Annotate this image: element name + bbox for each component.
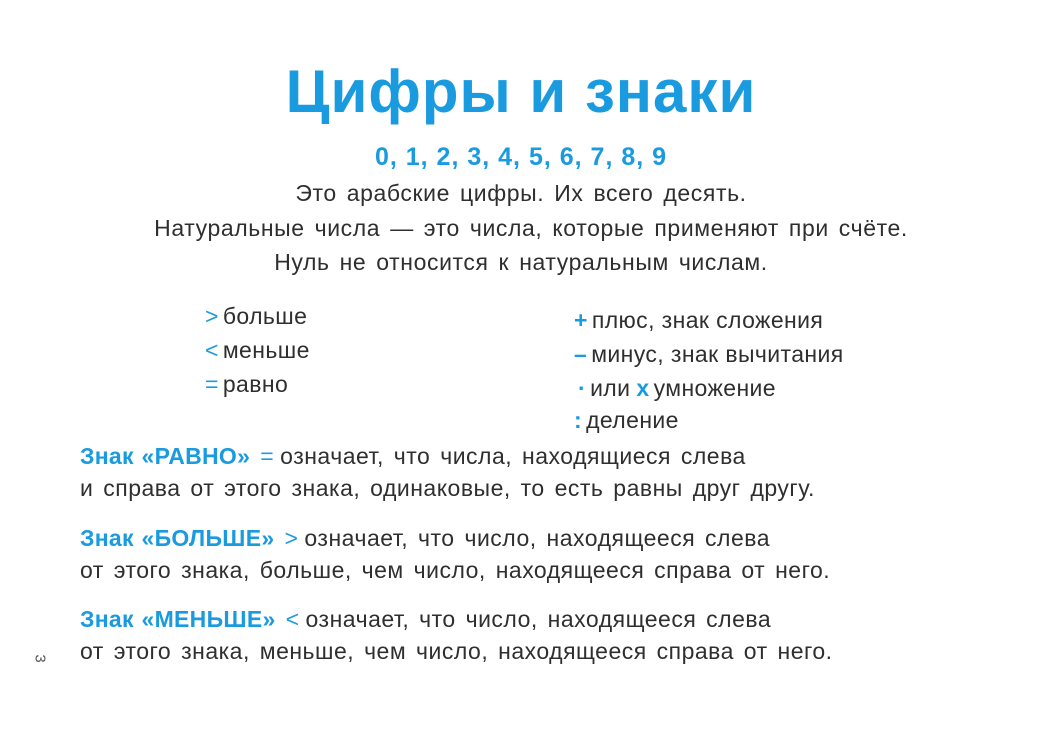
sign-label: меньше: [222, 337, 310, 363]
sign-label: больше: [222, 303, 308, 329]
sign-minus: [574, 341, 844, 368]
sign-less: [205, 337, 310, 364]
sign-plus: [574, 307, 823, 334]
sign-greater: [205, 303, 307, 330]
greater-than-symbol: >: [205, 303, 219, 329]
definition-text: означает, что числа, находящиеся слева: [280, 443, 746, 469]
page-number: 3: [31, 654, 49, 663]
definition-line-2: от этого знака, меньше, чем число, находящееся справа от него.: [80, 638, 833, 664]
definition-line-2: и справа от этого знака, одинаковые, то есть равны друг другу.: [80, 475, 815, 501]
cross-multiply-symbol: х: [636, 375, 650, 401]
definition-greater: [80, 522, 830, 586]
definition-heading: Знак «МЕНЬШЕ»: [80, 606, 276, 632]
less-than-symbol: <: [285, 606, 300, 632]
intro-line-2: Натуральные числа — это числа, которые применяют при счёте.: [154, 215, 908, 241]
less-than-symbol: <: [205, 337, 219, 363]
sign-label: равно: [222, 371, 289, 397]
definition-line-1: [80, 522, 830, 554]
intro-line-1: Это арабские цифры. Их всего десять.: [295, 180, 747, 206]
dot-multiply-symbol: ·: [578, 375, 587, 401]
definition-less: [80, 603, 833, 667]
minus-symbol: –: [574, 341, 588, 367]
definition-line-1: [80, 440, 815, 472]
equals-symbol: =: [205, 371, 219, 397]
equals-symbol: =: [260, 443, 275, 469]
sign-connector: или: [590, 375, 631, 401]
definition-line-2: от этого знака, больше, чем число, находящееся справа от него.: [80, 557, 831, 583]
definition-heading: Знак «БОЛЬШЕ»: [80, 525, 275, 551]
definition-heading: Знак «РАВНО»: [80, 443, 251, 469]
definition-text: означает, что число, находящееся слева: [305, 606, 772, 632]
sign-label: умножение: [653, 375, 777, 401]
intro-line-3: Нуль не относится к натуральным числам.: [274, 249, 768, 275]
greater-than-symbol: >: [284, 525, 299, 551]
definition-line-1: [80, 603, 833, 635]
sign-label: плюс, знак сложения: [591, 307, 824, 333]
arabic-digits: 0, 1, 2, 3, 4, 5, 6, 7, 8, 9: [374, 143, 668, 171]
sign-label: минус, знак вычитания: [591, 341, 844, 367]
definition-equal: [80, 440, 815, 504]
sign-multiply: [578, 375, 776, 402]
sign-equal: [205, 371, 288, 398]
divide-symbol: :: [574, 407, 583, 433]
definition-text: означает, что число, находящееся слева: [304, 525, 770, 551]
sign-divide: [574, 407, 679, 434]
plus-symbol: +: [574, 307, 588, 333]
sign-label: деление: [586, 407, 679, 433]
page-title: Цифры и знаки: [285, 58, 757, 125]
